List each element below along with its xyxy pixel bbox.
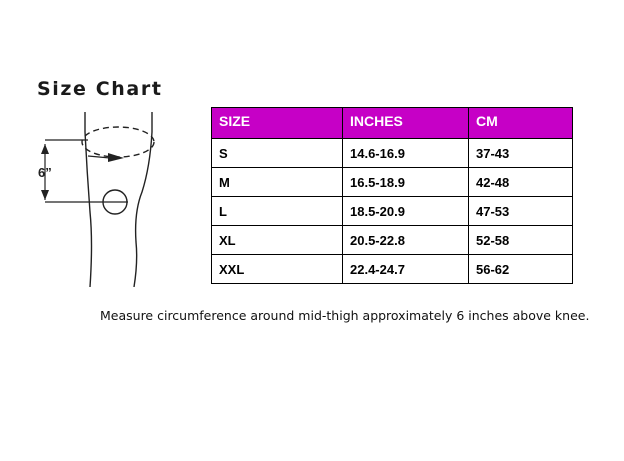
cell-inches: 16.5-18.9 xyxy=(343,168,469,197)
page-title: Size Chart xyxy=(37,78,163,100)
size-table xyxy=(211,107,573,284)
cell-size: M xyxy=(212,168,343,197)
leg-outline-right xyxy=(134,112,152,287)
leg-measurement-diagram xyxy=(30,112,170,287)
cell-cm: 47-53 xyxy=(469,197,573,226)
table-header-row xyxy=(212,108,573,139)
cell-size: XL xyxy=(212,226,343,255)
cell-size: L xyxy=(212,197,343,226)
measurement-note: Measure circumference around mid-thigh approximately 6 inches above knee. xyxy=(100,308,590,323)
circumference-ellipse xyxy=(82,127,154,157)
cell-cm: 52-58 xyxy=(469,226,573,255)
cell-cm: 56-62 xyxy=(469,255,573,284)
header-inches: INCHES xyxy=(343,108,469,139)
table-row xyxy=(212,226,573,255)
cell-size: XXL xyxy=(212,255,343,284)
table-row xyxy=(212,139,573,168)
table-row xyxy=(212,255,573,284)
table-row xyxy=(212,197,573,226)
header-size: SIZE xyxy=(212,108,343,139)
header-cm: CM xyxy=(469,108,573,139)
cell-cm: 42-48 xyxy=(469,168,573,197)
leg-outline xyxy=(85,112,92,287)
table-row xyxy=(212,168,573,197)
measure-label: 6” xyxy=(38,165,52,180)
cell-size: S xyxy=(212,139,343,168)
arrow-up-icon xyxy=(41,144,49,154)
arrow-right-icon xyxy=(108,153,124,162)
cell-inches: 14.6-16.9 xyxy=(343,139,469,168)
cell-inches: 18.5-20.9 xyxy=(343,197,469,226)
cell-cm: 37-43 xyxy=(469,139,573,168)
cell-inches: 22.4-24.7 xyxy=(343,255,469,284)
arrow-down-icon xyxy=(41,190,49,200)
cell-inches: 20.5-22.8 xyxy=(343,226,469,255)
